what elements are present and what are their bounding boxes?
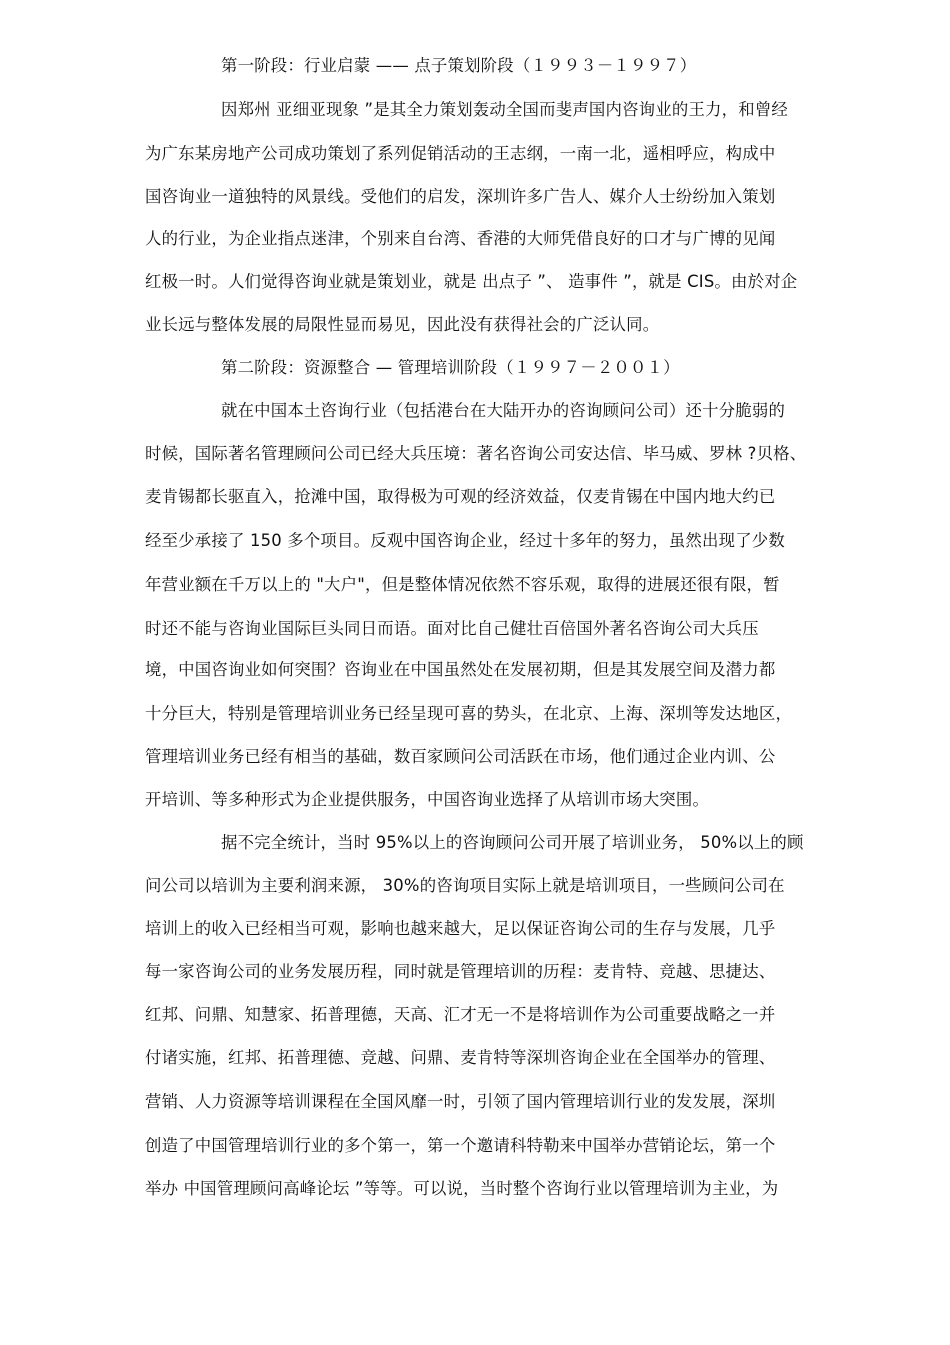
paragraph-line: 时候，国际著名管理顾问公司已经大兵压境：著名咨询公司安达信、毕马威、罗林 ?贝格、 — [145, 444, 807, 463]
section-heading-stage-two: 第二阶段：资源整合 — 管理培训阶段（１９９７－２００１） — [221, 358, 680, 377]
paragraph-line: 麦肯锡都长驱直入，抢滩中国，取得极为可观的经济效益，仅麦肯锡在中国内地大约已 — [145, 487, 776, 506]
paragraph-line: 每一家咨询公司的业务发展历程，同时就是管理培训的历程：麦肯特、竞越、思捷达、 — [145, 962, 776, 981]
paragraph-line: 红极一时。人们觉得咨询业就是策划业，就是 出点子 ”、 造事件 ”，就是 CIS。由於对企 — [145, 272, 798, 291]
paragraph-line: 因郑州 亚细亚现象 ”是其全力策划轰动全国而斐声国内咨询业的王力，和曾经 — [221, 100, 789, 119]
paragraph-line: 问公司以培训为主要利润来源， 30%的咨询项目实际上就是培训项目，一些顾问公司在 — [145, 876, 785, 895]
paragraph-line: 业长远与整体发展的局限性显而易见，因此没有获得社会的广泛认同。 — [145, 315, 660, 334]
paragraph-line: 人的行业，为企业指点迷津，个别来自台湾、香港的大师凭借良好的口才与广博的见闻 — [145, 229, 776, 248]
paragraph-line: 营销、人力资源等培训课程在全国风靡一时，引领了国内管理培训行业的发发展，深圳 — [145, 1092, 776, 1111]
paragraph-line: 境，中国咨询业如何突围？咨询业在中国虽然处在发展初期，但是其发展空间及潜力都 — [145, 660, 776, 679]
paragraph-line: 经至少承接了 150 多个项目。反观中国咨询企业，经过十多年的努力，虽然出现了少数 — [145, 531, 785, 550]
section-heading-stage-one: 第一阶段：行业启蒙 —— 点子策划阶段（１９９３－１９９７） — [221, 56, 697, 75]
paragraph-line: 年营业额在千万以上的 "大户"，但是整体情况依然不容乐观，取得的进展还很有限，暂 — [145, 575, 780, 594]
paragraph-line: 红邦、问鼎、知慧家、拓普理德，天高、汇才无一不是将培训作为公司重要战略之一并 — [145, 1005, 776, 1024]
paragraph-line: 付诸实施，红邦、拓普理德、竞越、问鼎、麦肯特等深圳咨询企业在全国举办的管理、 — [145, 1048, 776, 1067]
paragraph-line: 创造了中国管理培训行业的多个第一，第一个邀请科特勒来中国举办营销论坛，第一个 — [145, 1136, 776, 1155]
paragraph-line: 培训上的收入已经相当可观，影响也越来越大，足以保证咨询公司的生存与发展，几乎 — [145, 919, 776, 938]
paragraph-line: 时还不能与咨询业国际巨头同日而语。面对比自己健壮百倍国外著名咨询公司大兵压 — [145, 619, 759, 638]
paragraph-line: 十分巨大，特别是管理培训业务已经呈现可喜的势头，在北京、上海、深圳等发达地区， — [145, 704, 793, 723]
paragraph-line: 管理培训业务已经有相当的基础，数百家顾问公司活跃在市场，他们通过企业内训、公 — [145, 747, 776, 766]
paragraph-line: 为广东某房地产公司成功策划了系列促销活动的王志纲，一南一北，遥相呼应，构成中 — [145, 144, 776, 163]
paragraph-line: 据不完全统计，当时 95%以上的咨询顾问公司开展了培训业务， 50%以上的顾 — [221, 833, 804, 852]
paragraph-line: 开培训、等多种形式为企业提供服务，中国咨询业选择了从培训市场大突围。 — [145, 790, 710, 809]
paragraph-line: 举办 中国管理顾问高峰论坛 ”等等。可以说，当时整个咨询行业以管理培训为主业，为 — [145, 1179, 779, 1198]
paragraph-line: 国咨询业一道独特的风景线。受他们的启发，深圳许多广告人、媒介人士纷纷加入策划 — [145, 187, 776, 206]
paragraph-line: 就在中国本土咨询行业（包括港台在大陆开办的咨询顾问公司）还十分脆弱的 — [221, 401, 786, 420]
